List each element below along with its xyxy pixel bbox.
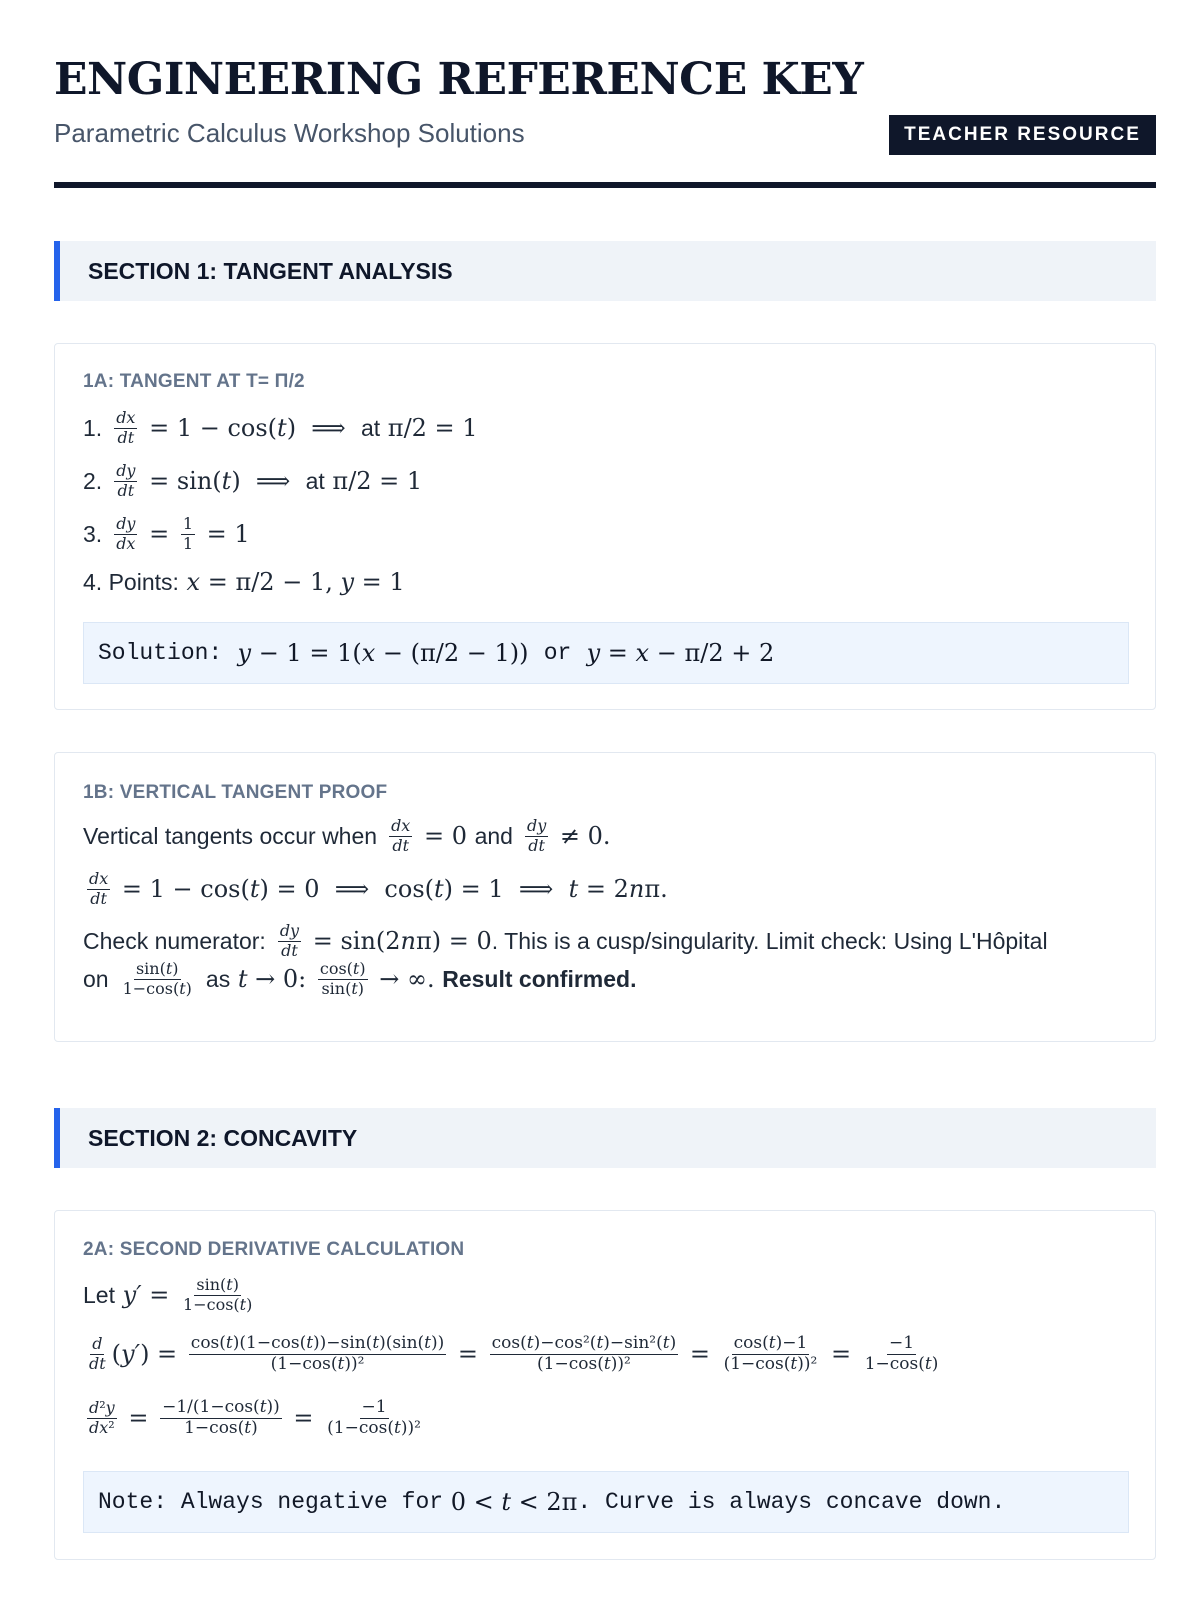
dx-dt-fraction: $\frac{dx}{dt}$ — [116, 408, 136, 447]
proof-line-1-text: Vertical tangents occur when — [83, 822, 378, 849]
simplified-fraction: $\frac{\cos(t)-1}{\text{(1−cos(t))²}}$ — [723, 1333, 818, 1374]
proof-line-4-math-2: → ∞. — [371, 965, 443, 994]
quotient-rule-fraction: $\frac{\cos(t)(1-\cos(t))-\sin(t)(\sin(t))}{\text{(1−cos(t))²}}$ — [190, 1333, 445, 1374]
derivation-line-1 — [83, 1277, 258, 1314]
derivation-line-2-math: (y′) = — [111, 1340, 185, 1369]
proof-line-2-math: = 1 − cos(t) = 0 ⟹ cos(t) = 1 ⟹ t = 2nπ. — [114, 875, 668, 904]
dy-dt-fraction: $\frac{dy}{dt}$ — [116, 461, 136, 500]
card-1b-vertical-tangent — [54, 752, 1156, 1042]
section-1-header — [54, 241, 1156, 301]
step-4 — [83, 568, 405, 596]
derivation-line-3 — [83, 1399, 427, 1438]
step-2-number: 2. — [83, 467, 103, 494]
proof-line-3-text-2: . This is a cusp/singularity. Limit check: Using L'Hôpital — [491, 927, 1048, 954]
proof-line-4-text: on — [83, 965, 109, 992]
step-3-math-2: = 1 — [199, 520, 250, 549]
d2y-dx2-fraction: $\frac{\text{d²y}}{\text{dx²}}$ — [89, 1398, 115, 1437]
proof-line-1-math: = 0 — [416, 822, 475, 851]
expanded-fraction: $\frac{\text{cos(t)−cos²(t)−sin²(t)}}{\text{(1−cos(t))²}}$ — [491, 1333, 677, 1374]
step-2-text: at — [305, 467, 325, 494]
proof-line-4 — [83, 961, 637, 998]
proof-line-1-math-2: ≠ 0. — [552, 822, 611, 851]
dy-dx-fraction: $\frac{dy}{dx}$ — [116, 514, 136, 553]
proof-line-3-text: Check numerator: — [83, 927, 266, 954]
chain-fraction: $\frac{-1/(1-\cos(t))}{1-\cos(t)}$ — [162, 1397, 280, 1438]
equals-sign: = — [823, 1340, 859, 1369]
concavity-note-box — [83, 1471, 1129, 1533]
proof-line-3 — [83, 923, 1048, 960]
proof-line-3-math: = sin(2nπ) = 0 — [305, 927, 492, 956]
dx-dt-fraction: $\frac{dx}{dt}$ — [89, 869, 109, 908]
step-1-math: = 1 − cos(t) ⟹ — [141, 414, 361, 443]
equals-sign: = — [682, 1340, 718, 1369]
step-4-math: x = π/2 − 1, y = 1 — [186, 568, 405, 596]
step-2-math: = sin(t) ⟹ — [141, 467, 306, 496]
let-label: Let — [83, 1281, 115, 1308]
step-1-number: 1. — [83, 414, 103, 441]
step-2 — [83, 463, 422, 500]
equals-sign: = — [450, 1340, 486, 1369]
proof-line-2 — [83, 871, 668, 908]
document-title: ENGINEERING REFERENCE KEY — [54, 54, 864, 105]
header-divider — [54, 182, 1156, 188]
proof-line-1 — [83, 818, 611, 855]
note-math: 0 < t < 2π — [443, 1488, 578, 1516]
one-over-one-fraction: $\frac{1}{1}$ — [182, 514, 194, 553]
solution-or: or — [543, 640, 572, 666]
dx-dt-fraction: $\frac{dx}{dt}$ — [391, 816, 411, 855]
document-subtitle: Parametric Calculus Workshop Solutions — [54, 118, 525, 148]
solution-label: Solution: — [98, 640, 223, 666]
proof-line-4-as: as — [205, 965, 231, 992]
equals-sign: = — [120, 1404, 157, 1433]
proof-line-4-math: t → 0: — [237, 965, 314, 994]
derivation-line-2 — [83, 1335, 944, 1374]
solution-box — [83, 622, 1129, 684]
reduced-fraction: $\frac{-1}{1-\cos(t)}$ — [864, 1333, 939, 1374]
card-2a-title: 2A: SECOND DERIVATIVE CALCULATION — [83, 1239, 465, 1260]
solution-equation-1: y − 1 = 1(x − (π/2 − 1)) — [237, 639, 544, 667]
cos-over-sin-fraction: $\frac{\cos(t)}{\sin(t)}$ — [319, 959, 366, 998]
card-2a-second-derivative — [54, 1210, 1156, 1560]
derivation-line-1-math: y′ = — [122, 1281, 178, 1310]
y-prime-fraction: $\frac{\sin(t)}{1-\cos(t)}$ — [183, 1275, 253, 1314]
teacher-resource-badge: TEACHER RESOURCE — [889, 115, 1156, 155]
sin-over-one-minus-cos-fraction: $\frac{\sin(t)}{1-\cos(t)}$ — [122, 959, 192, 998]
result-confirmed: Result confirmed. — [442, 965, 637, 992]
proof-line-1-and: and — [474, 822, 513, 849]
equals-sign: = — [285, 1404, 322, 1433]
section-2-header — [54, 1108, 1156, 1168]
step-3-math: = — [141, 520, 177, 549]
second-derivative-result-fraction: $\frac{-1}{\text{(1−cos(t))²}}$ — [327, 1397, 421, 1438]
note-text-2: . Curve is always concave down. — [577, 1489, 1006, 1515]
step-2-math-2: π/2 = 1 — [324, 467, 423, 496]
card-1a-tangent — [54, 343, 1156, 710]
card-1b-title: 1B: VERTICAL TANGENT PROOF — [83, 782, 388, 803]
dy-dt-fraction: $\frac{dy}{dt}$ — [279, 921, 300, 960]
step-1-math-2: π/2 = 1 — [380, 414, 478, 443]
section-1-title: SECTION 1: TANGENT ANALYSIS — [88, 257, 453, 284]
d-dt-fraction: $\frac{d}{dt}$ — [89, 1334, 106, 1373]
dy-dt-fraction: $\frac{dy}{dt}$ — [526, 816, 547, 855]
step-4-label: 4. Points: — [83, 568, 179, 595]
step-1-text: at — [360, 414, 381, 441]
note-text: Note: Always negative for — [98, 1489, 444, 1515]
step-1 — [83, 410, 478, 447]
card-1a-title: 1A: TANGENT AT T= Π/2 — [83, 371, 305, 392]
solution-equation-2: y = x − π/2 + 2 — [586, 639, 775, 667]
step-3 — [83, 516, 250, 553]
section-2-title: SECTION 2: CONCAVITY — [88, 1124, 358, 1151]
step-3-number: 3. — [83, 520, 103, 547]
